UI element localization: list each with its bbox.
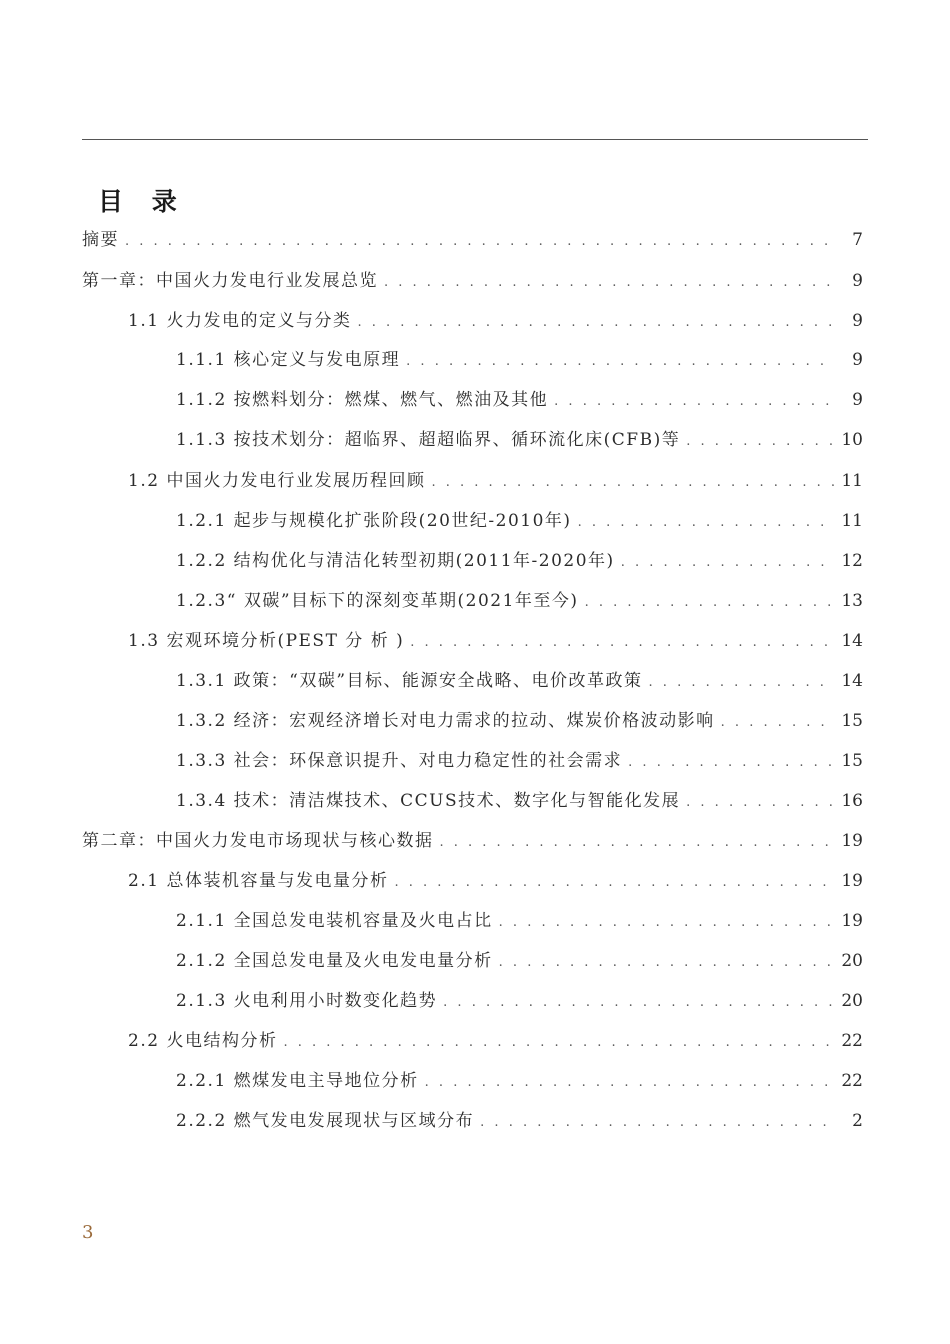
toc-entry-page: 10 bbox=[841, 430, 863, 450]
page-number: 3 bbox=[82, 1222, 94, 1243]
toc-leader-dots bbox=[125, 229, 835, 255]
toc-entry-label: 2.1.1 全国总发电装机容量及火电占比 bbox=[176, 911, 493, 931]
toc-entry-page: 14 bbox=[841, 671, 863, 691]
toc-entry[interactable] bbox=[176, 548, 863, 574]
toc-entry-label: 2.1.3 火电利用小时数变化趋势 bbox=[176, 991, 438, 1011]
toc-entry-label: 1.1 火力发电的定义与分类 bbox=[128, 311, 352, 331]
toc-entry-page: 11 bbox=[841, 471, 863, 491]
toc-leader-dots bbox=[554, 389, 835, 415]
toc-entry[interactable] bbox=[176, 668, 863, 694]
toc-entry[interactable] bbox=[82, 227, 863, 253]
toc-entry-page: 22 bbox=[841, 1071, 863, 1091]
toc-leader-dots bbox=[443, 990, 835, 1016]
toc-entry[interactable] bbox=[176, 988, 863, 1014]
toc-entry-label: 1.2.3“ 双碳”目标下的深刻变革期(2021年至今) bbox=[176, 591, 579, 611]
toc-entry-label: 2.1 总体装机容量与发电量分析 bbox=[128, 871, 389, 891]
toc-entry-label: 2.2.1 燃煤发电主导地位分析 bbox=[176, 1071, 419, 1091]
toc-entry-page: 9 bbox=[852, 350, 863, 370]
toc-entry[interactable] bbox=[128, 468, 863, 494]
toc-entry-label: 1.3.1 政策：“双碳”目标、能源安全战略、电价改革政策 bbox=[176, 671, 643, 691]
toc-entry-page: 15 bbox=[841, 751, 863, 771]
toc-leader-dots bbox=[621, 550, 835, 576]
toc-entry-label: 第一章：中国火力发电行业发展总览 bbox=[82, 271, 378, 291]
toc-leader-dots bbox=[431, 470, 835, 496]
toc-entry[interactable] bbox=[82, 268, 863, 294]
toc-entry-page: 14 bbox=[841, 631, 863, 651]
toc-leader-dots bbox=[406, 349, 835, 375]
toc-entry[interactable] bbox=[128, 1028, 863, 1054]
toc-entry[interactable] bbox=[176, 387, 863, 413]
toc-leader-dots bbox=[410, 630, 835, 656]
toc-entry[interactable] bbox=[176, 508, 863, 534]
toc-title: 目 录 bbox=[98, 187, 187, 216]
toc-entry-label: 摘要 bbox=[82, 230, 119, 250]
toc-entry[interactable] bbox=[176, 427, 863, 453]
toc-entry-page: 22 bbox=[841, 1031, 863, 1051]
toc-entry-label: 2.2.2 燃气发电发展现状与区域分布 bbox=[176, 1111, 475, 1131]
toc-leader-dots bbox=[578, 510, 835, 536]
toc-leader-dots bbox=[628, 750, 835, 776]
toc-entry[interactable] bbox=[128, 868, 863, 894]
toc-leader-dots bbox=[283, 1030, 835, 1056]
toc-leader-dots bbox=[357, 310, 835, 336]
toc-entry[interactable] bbox=[176, 948, 863, 974]
toc-entry-page: 9 bbox=[852, 311, 863, 331]
toc-entry-label: 第二章：中国火力发电市场现状与核心数据 bbox=[82, 831, 434, 851]
toc-entry[interactable] bbox=[176, 908, 863, 934]
toc-entry[interactable] bbox=[176, 588, 863, 614]
toc-entry[interactable] bbox=[128, 308, 863, 334]
toc-entry-label: 1.3.2 经济：宏观经济增长对电力需求的拉动、煤炭价格波动影响 bbox=[176, 711, 715, 731]
toc-leader-dots bbox=[686, 790, 835, 816]
toc-entry-page: 20 bbox=[841, 991, 863, 1011]
toc-entry-page: 15 bbox=[841, 711, 863, 731]
toc-entry-label: 1.3.4 技术：清洁煤技术、CCUS技术、数字化与智能化发展 bbox=[176, 791, 681, 811]
toc-entry-label: 1.1.2 按燃料划分：燃煤、燃气、燃油及其他 bbox=[176, 390, 549, 410]
toc-entry[interactable] bbox=[176, 347, 863, 373]
toc-leader-dots bbox=[499, 910, 835, 936]
toc-leader-dots bbox=[480, 1110, 835, 1136]
toc-entry-page: 19 bbox=[841, 831, 863, 851]
toc-leader-dots bbox=[585, 590, 835, 616]
toc-entry-page: 9 bbox=[852, 271, 863, 291]
toc-leader-dots bbox=[394, 870, 835, 896]
toc-leader-dots bbox=[649, 670, 835, 696]
header-rule bbox=[82, 139, 868, 140]
toc-entry-label: 2.2 火电结构分析 bbox=[128, 1031, 278, 1051]
toc-leader-dots bbox=[686, 429, 835, 455]
toc-entry-label: 1.3 宏观环境分析(PEST 分 析 ) bbox=[128, 631, 405, 651]
toc-entry[interactable] bbox=[176, 748, 863, 774]
toc-entry-label: 1.2.1 起步与规模化扩张阶段(20世纪-2010年) bbox=[176, 511, 572, 531]
toc-entry-page: 19 bbox=[841, 911, 863, 931]
toc-entry-page: 20 bbox=[841, 951, 863, 971]
toc-entry-label: 1.2 中国火力发电行业发展历程回顾 bbox=[128, 471, 426, 491]
toc-entry[interactable] bbox=[176, 708, 863, 734]
toc-leader-dots bbox=[384, 270, 835, 296]
toc-entry[interactable] bbox=[128, 628, 863, 654]
toc-entry-label: 1.3.3 社会：环保意识提升、对电力稳定性的社会需求 bbox=[176, 751, 623, 771]
toc-leader-dots bbox=[721, 710, 835, 736]
toc-leader-dots bbox=[425, 1070, 835, 1096]
toc-entry-label: 1.1.3 按技术划分：超临界、超超临界、循环流化床(CFB)等 bbox=[176, 430, 681, 450]
toc-entry[interactable] bbox=[82, 828, 863, 854]
toc-entry-label: 1.2.2 结构优化与清洁化转型初期(2011年-2020年) bbox=[176, 551, 615, 571]
toc-entry-page: 16 bbox=[841, 791, 863, 811]
toc-entry-page: 9 bbox=[852, 390, 863, 410]
toc-leader-dots bbox=[440, 830, 836, 856]
toc-entry-page: 7 bbox=[852, 230, 863, 250]
toc-entry-label: 2.1.2 全国总发电量及火电发电量分析 bbox=[176, 951, 493, 971]
toc-entry[interactable] bbox=[176, 1108, 863, 1134]
toc-entry-label: 1.1.1 核心定义与发电原理 bbox=[176, 350, 401, 370]
toc-entry-page: 12 bbox=[841, 551, 863, 571]
toc-leader-dots bbox=[499, 950, 835, 976]
toc-entry-page: 2 bbox=[852, 1111, 863, 1131]
toc-entry-page: 13 bbox=[841, 591, 863, 611]
toc-entry[interactable] bbox=[176, 1068, 863, 1094]
toc-entry[interactable] bbox=[176, 788, 863, 814]
toc-entry-page: 11 bbox=[841, 511, 863, 531]
toc-entry-page: 19 bbox=[841, 871, 863, 891]
